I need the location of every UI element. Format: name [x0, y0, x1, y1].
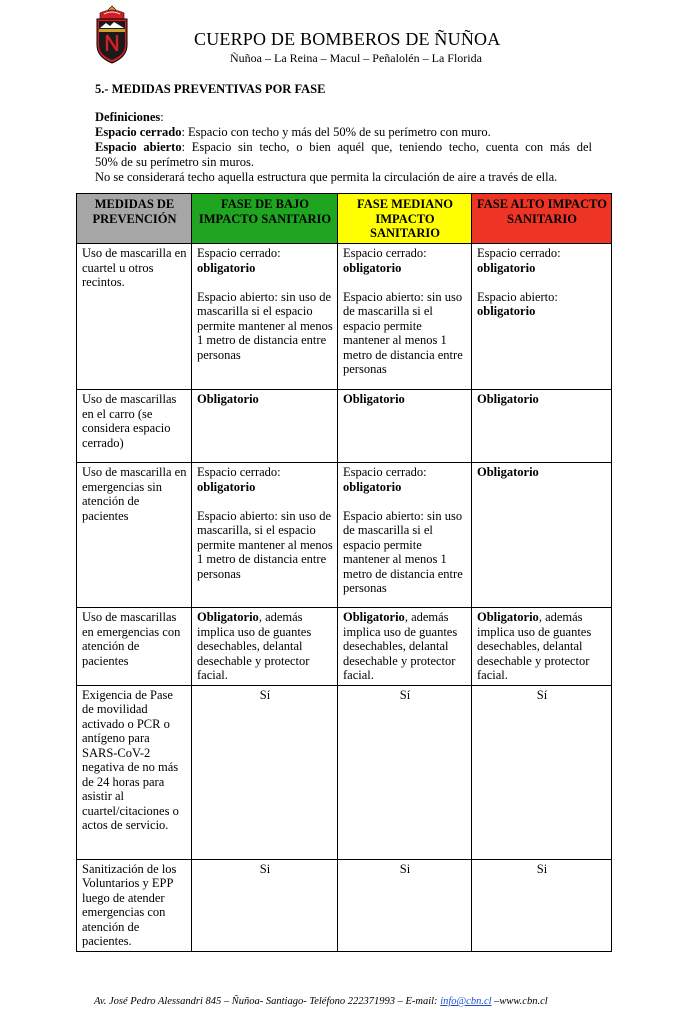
header-measures: MEDIDAS DE PREVENCIÓN	[77, 194, 192, 244]
low-phase-cell	[192, 390, 338, 463]
measure-cell: Exigencia de Pase de movilidad activado o PCR o antígeno para SARS-CoV-2 negativa de no más de 24 horas para asistir al cuartel/citaciones o actos de servicio.	[77, 685, 192, 859]
preventive-measures-table	[76, 193, 612, 952]
high-phase-cell	[472, 608, 612, 686]
high-phase-cell	[472, 390, 612, 463]
table-row	[77, 244, 612, 390]
cell-value-bold: Obligatorio	[477, 610, 539, 624]
open-text: Espacio abierto: sin uso de mascarilla, si el espacio permite mantener al menos 1 metro de distancia entre personas	[197, 508, 333, 581]
measure-cell: Uso de mascarilla en emergencias sin atención de pacientes	[77, 463, 192, 608]
open-text: Espacio abierto: sin uso de mascarilla si el espacio permite mantener al menos 1 metro de distancia entre personas	[343, 289, 463, 376]
high-phase-cell: Sí	[472, 685, 612, 859]
cell-value: Obligatorio	[477, 465, 539, 479]
open-text: Espacio abierto: sin uso de mascarilla si el espacio permite mantener al menos 1 metro de distancia entre personas	[197, 289, 333, 362]
fire-department-logo	[94, 5, 130, 65]
footer-email-link[interactable]: info@cbn.cl	[440, 996, 492, 1007]
header-high-impact-phase: FASE ALTO IMPACTO SANITARIO	[472, 194, 612, 244]
low-phase-cell	[192, 608, 338, 686]
low-phase-cell	[192, 244, 338, 390]
medium-phase-cell: Sí	[338, 685, 472, 859]
closed-value: obligatorio	[197, 479, 256, 494]
closed-label: Espacio cerrado:	[197, 246, 281, 260]
closed-space-text: : Espacio con techo y más del 50% de su perímetro con muro.	[181, 125, 491, 139]
table-row	[77, 608, 612, 686]
table-row	[77, 859, 612, 951]
header-medium-impact-phase: FASE MEDIANO IMPACTO SANITARIO	[338, 194, 472, 244]
closed-value: obligatorio	[197, 260, 256, 275]
closed-space-definition	[95, 125, 592, 140]
open-label: Espacio abierto:	[477, 289, 558, 304]
measure-cell: Uso de mascarillas en emergencias con atención de pacientes	[77, 608, 192, 686]
table-row	[77, 685, 612, 859]
low-phase-cell: Sí	[192, 685, 338, 859]
definitions-heading	[95, 110, 592, 125]
medium-phase-cell	[338, 244, 472, 390]
cell-value-text: , además implica uso de guantes desechables, delantal desechable y protector facial.	[197, 610, 312, 682]
closed-label: Espacio cerrado:	[343, 246, 427, 260]
header-low-impact-phase: FASE DE BAJO IMPACTO SANITARIO	[192, 194, 338, 244]
closed-label: Espacio cerrado:	[197, 465, 281, 479]
cell-value: Obligatorio	[477, 392, 539, 406]
high-phase-cell	[472, 244, 612, 390]
cell-value: Obligatorio	[197, 392, 259, 406]
organization-communes: Ñuñoa – La Reina – Macul – Peñalolén – La Florida	[230, 51, 482, 65]
closed-label: Espacio cerrado:	[477, 246, 561, 260]
closed-value: obligatorio	[343, 479, 402, 494]
footer-website: –www.cbn.cl	[491, 996, 548, 1007]
measure-cell: Uso de mascarillas en el carro (se considera espacio cerrado)	[77, 390, 192, 463]
open-space-text-line1: : Espacio sin techo, o bien aquél que, teniendo techo, cuenta con más del	[181, 140, 592, 154]
table-header-row	[77, 194, 612, 244]
cell-value-bold: Obligatorio	[343, 610, 405, 624]
medium-phase-cell	[338, 463, 472, 608]
definitions-block	[95, 110, 592, 185]
low-phase-cell	[192, 463, 338, 608]
closed-value: obligatorio	[477, 260, 536, 275]
open-space-definition	[95, 140, 592, 155]
cell-value-bold: Obligatorio	[197, 610, 259, 624]
section-title: 5.- MEDIDAS PREVENTIVAS POR FASE	[95, 82, 326, 96]
high-phase-cell: Si	[472, 859, 612, 951]
closed-value: obligatorio	[343, 260, 402, 275]
open-space-term: Espacio abierto	[95, 140, 182, 154]
table-row	[77, 463, 612, 608]
table-row	[77, 390, 612, 463]
open-text: Espacio abierto: sin uso de mascarilla si el espacio permite mantener al menos 1 metro de distancia entre personas	[343, 508, 463, 595]
page-footer	[94, 996, 548, 1007]
measure-cell: Sanitización de los Voluntarios y EPP luego de atender emergencias con atención de pacientes.	[77, 859, 192, 951]
high-phase-cell	[472, 463, 612, 608]
open-value: obligatorio	[477, 304, 536, 318]
measure-cell: Uso de mascarilla en cuartel u otros recintos.	[77, 244, 192, 390]
open-space-definition-cont: 50% de su perímetro sin muros.	[95, 155, 255, 169]
closed-label: Espacio cerrado:	[343, 465, 427, 479]
definitions-heading-text: Definiciones	[95, 110, 161, 124]
medium-phase-cell: Si	[338, 859, 472, 951]
medium-phase-cell	[338, 390, 472, 463]
cell-value-text: , además implica uso de guantes desechables, delantal desechable y protector facial.	[343, 610, 458, 682]
cell-value-text: , además implica uso de guantes desechables, delantal desechable y protector facial.	[477, 610, 592, 682]
definitions-heading-colon: :	[160, 110, 164, 124]
organization-title: CUERPO DE BOMBEROS DE ÑUÑOA	[194, 29, 501, 49]
medium-phase-cell	[338, 608, 472, 686]
low-phase-cell: Si	[192, 859, 338, 951]
roof-note: No se considerará techo aquella estructura que permita la circulación de aire a través de ella.	[95, 170, 558, 184]
cell-value: Obligatorio	[343, 392, 405, 406]
footer-address: Av. José Pedro Alessandri 845 – Ñuñoa- Santiago- Teléfono 222371993 – E-mail:	[94, 996, 441, 1007]
closed-space-term: Espacio cerrado	[95, 125, 182, 139]
